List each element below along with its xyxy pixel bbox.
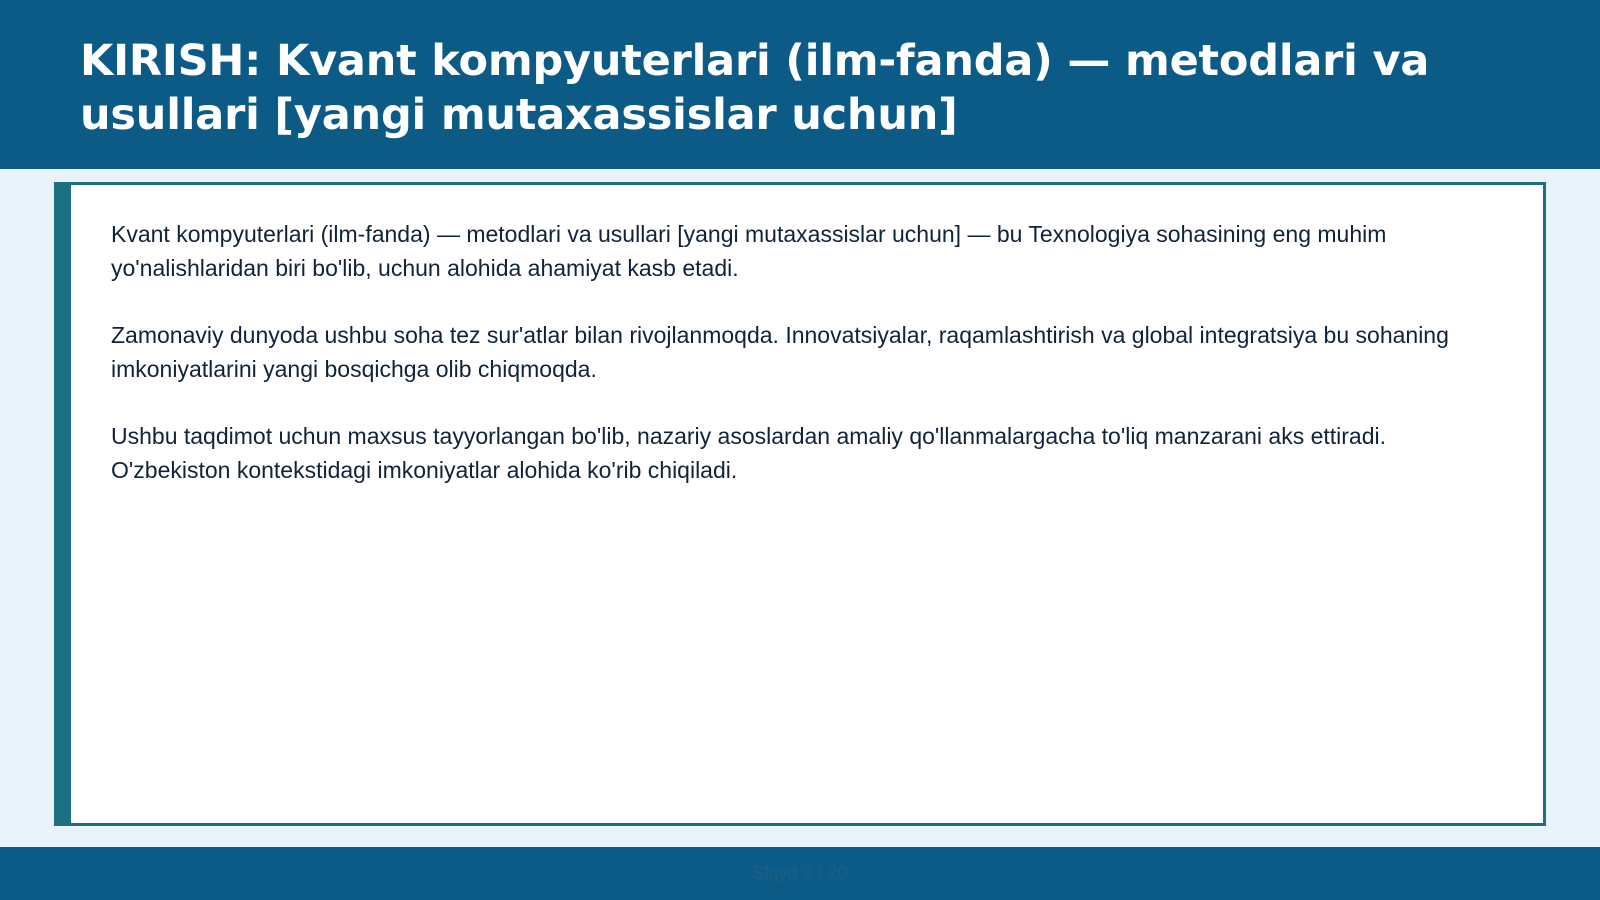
development-paragraph: Zamonaviy dunyoda ushbu soha tez sur'atlar bilan rivojlanmoqda. Innovatsiyalar, raqamlashtirish va global integratsiya bu sohaning imkoniyatlarini yangi bosqichga olib chiqmoqda.	[111, 322, 1449, 382]
paragraph-list	[111, 217, 1491, 520]
slide-footer	[0, 847, 1600, 900]
slide-header	[0, 0, 1600, 169]
slide-number: Slayd 2 / 20	[752, 863, 848, 883]
slide-title: KIRISH: Kvant kompyuterlari (ilm-fanda) — metodlari va usullari [yangi mutaxassislar uchun]	[80, 36, 1430, 140]
content-card	[54, 182, 1546, 826]
intro-paragraph: Kvant kompyuterlari (ilm-fanda) — metodlari va usullari [yangi mutaxassislar uchun] — bu Texnologiya sohasining eng muhim yo'nalishlaridan biri bo'lib, uchun alohida ahamiyat kasb etadi.	[111, 221, 1387, 281]
presentation-purpose-paragraph: Ushbu taqdimot uchun maxsus tayyorlangan bo'lib, nazariy asoslardan amaliy qo'llanmalargacha to'liq manzarani aks ettiradi. O'zbekiston kontekstidagi imkoniyatlar alohida ko'rib chiqiladi.	[111, 423, 1387, 483]
